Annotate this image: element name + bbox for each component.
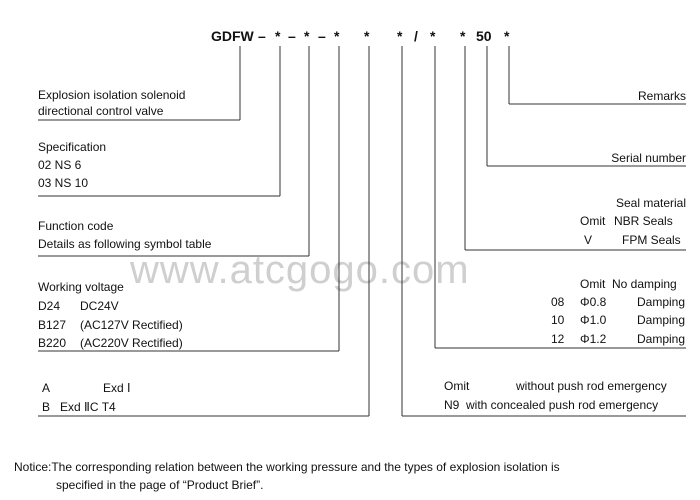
product-name-line-2: directional control valve: [38, 104, 164, 118]
damping-code: 12: [551, 332, 565, 346]
seal-code: Omit: [580, 214, 606, 228]
explosion-value: Exd ⅡC T4: [60, 400, 116, 414]
explosion-code: B: [42, 400, 51, 414]
serial-number-label: Serial number: [611, 151, 686, 165]
voltage-value: (AC127V Rectified): [80, 318, 183, 332]
emergency-value: without push rod emergency: [516, 379, 667, 393]
seal-value: FPM Seals: [622, 233, 681, 247]
damping-code: Omit: [580, 277, 606, 291]
specification-row: 02 NS 6: [38, 158, 82, 172]
code-star-2: *: [304, 28, 310, 44]
code-dash-2: –: [288, 28, 296, 44]
explosion-value: Exd Ⅰ: [103, 381, 131, 395]
voltage-title: Working voltage: [38, 280, 124, 294]
product-name-line-1: Explosion isolation solenoid: [38, 88, 186, 102]
voltage-code: B127: [38, 318, 67, 332]
remarks-label: Remarks: [637, 89, 686, 103]
specification-row: 03 NS 10: [38, 176, 89, 190]
code-series: 50: [476, 28, 492, 44]
emergency-value: with concealed push rod emergency: [466, 398, 659, 412]
notice-line-1: Notice:The corresponding relation between the working pressure and the types of explosion isolation is: [14, 460, 560, 474]
code-star-8: *: [504, 28, 510, 44]
code-dash-3: –: [318, 28, 326, 44]
emergency-code: Omit: [444, 379, 470, 393]
emergency-code: N9: [444, 398, 460, 412]
function-code-detail: Details as following symbol table: [38, 237, 212, 251]
voltage-value: DC24V: [80, 299, 119, 313]
seal-title: Seal material: [615, 196, 686, 210]
seal-code: V: [584, 233, 593, 247]
explosion-code: A: [42, 381, 51, 395]
voltage-code: B220: [38, 336, 67, 350]
damping-value: Damping: [637, 332, 686, 346]
code-star-4: *: [364, 28, 370, 44]
code-star-7: *: [460, 28, 466, 44]
watermark: www.atcgogo.com: [130, 248, 470, 292]
code-star-5: *: [397, 28, 403, 44]
damping-diameter: Φ1.0: [580, 313, 607, 327]
seal-value: NBR Seals: [614, 214, 673, 228]
code-star-3: *: [334, 28, 340, 44]
damping-code: 08: [551, 295, 565, 309]
damping-value: Damping: [637, 313, 686, 327]
model-prefix: GDFW: [211, 28, 254, 44]
damping-value: Damping: [637, 295, 686, 309]
damping-value: No damping: [612, 277, 677, 291]
code-dash-1: –: [258, 28, 266, 44]
code-star-1: *: [275, 28, 281, 44]
notice-line-2: specified in the page of “Product Brief”.: [56, 478, 264, 492]
damping-diameter: Φ0.8: [580, 295, 607, 309]
code-star-6: *: [430, 28, 436, 44]
damping-code: 10: [551, 313, 565, 327]
voltage-code: D24: [38, 299, 61, 313]
function-code-title: Function code: [38, 219, 114, 233]
specification-title: Specification: [38, 140, 107, 154]
voltage-value: (AC220V Rectified): [80, 336, 183, 350]
code-slash: /: [414, 28, 418, 44]
damping-diameter: Φ1.2: [580, 332, 607, 346]
